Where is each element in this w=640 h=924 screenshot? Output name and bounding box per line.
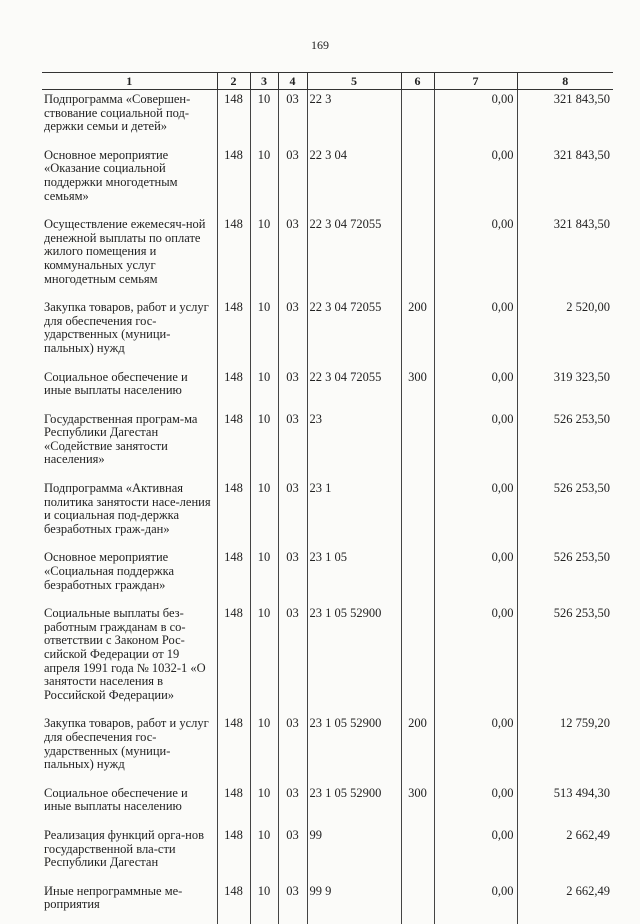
row-amount-col7-cell: 0,00 <box>434 882 517 924</box>
row-section-cell: 10 <box>250 298 278 367</box>
row-subsection-cell: 03 <box>278 479 307 548</box>
table-row <box>42 479 613 548</box>
row-expense-type-cell: 200 <box>401 298 434 367</box>
row-ministry-code-cell: 148 <box>217 298 250 367</box>
row-section-cell: 10 <box>250 368 278 410</box>
row-subsection-cell: 03 <box>278 215 307 298</box>
row-subsection-cell: 03 <box>278 410 307 479</box>
row-subsection-cell: 03 <box>278 146 307 215</box>
row-amount-col8-cell: 526 253,50 <box>517 410 613 479</box>
row-target-item-cell: 23 <box>307 410 401 479</box>
row-amount-col7-cell: 0,00 <box>434 215 517 298</box>
row-name-cell: Государственная програм-ма Республики Дагестан «Содействие занятости населения» <box>44 411 198 467</box>
table-row <box>42 604 613 714</box>
row-subsection-cell: 03 <box>278 368 307 410</box>
row-name-cell: Иные непрограммные ме-роприятия <box>44 883 183 912</box>
row-ministry-code-cell: 148 <box>217 368 250 410</box>
row-amount-col7-cell: 0,00 <box>434 146 517 215</box>
table-row <box>42 298 613 367</box>
row-expense-type-cell <box>401 826 434 882</box>
row-amount-col8-cell: 12 759,20 <box>517 714 613 783</box>
column-header: 2 <box>217 73 250 90</box>
row-target-item-cell: 23 1 05 <box>307 548 401 604</box>
row-amount-col7-cell: 0,00 <box>434 714 517 783</box>
row-subsection-cell: 03 <box>278 784 307 826</box>
row-expense-type-cell <box>401 146 434 215</box>
column-header: 1 <box>42 73 217 90</box>
row-section-cell: 10 <box>250 826 278 882</box>
row-ministry-code-cell: 148 <box>217 604 250 714</box>
row-name-cell: Реализация функций орга-нов государственной вла-сти Республики Дагестан <box>44 827 204 870</box>
row-name-cell: Социальное обеспечение и иные выплаты населению <box>44 369 188 398</box>
row-expense-type-cell <box>401 90 434 146</box>
row-expense-type-cell <box>401 882 434 924</box>
row-amount-col8-cell: 321 843,50 <box>517 90 613 146</box>
row-amount-col8-cell: 321 843,50 <box>517 146 613 215</box>
row-expense-type-cell: 300 <box>401 368 434 410</box>
header-row <box>42 73 613 90</box>
row-amount-col7-cell: 0,00 <box>434 784 517 826</box>
row-amount-col7-cell: 0,00 <box>434 826 517 882</box>
row-name-cell: Основное мероприятие «Социальная поддержка безработных граждан» <box>44 550 175 592</box>
column-header: 5 <box>307 73 401 90</box>
row-expense-type-cell <box>401 215 434 298</box>
row-amount-col7-cell: 0,00 <box>434 90 517 146</box>
row-section-cell: 10 <box>250 604 278 714</box>
row-expense-type-cell: 200 <box>401 714 434 783</box>
row-target-item-cell: 99 <box>307 826 401 882</box>
row-expense-type-cell <box>401 479 434 548</box>
row-subsection-cell: 03 <box>278 604 307 714</box>
row-ministry-code-cell: 148 <box>217 215 250 298</box>
row-name-cell: Социальные выплаты без-работным гражданам в со-ответствии с Законом Рос-сийской Федерации от 19 апреля 1991 года № 1032-1 «О занятости населения в Российской Федерации» <box>44 606 206 702</box>
table-row <box>42 146 613 215</box>
row-amount-col8-cell: 2 520,00 <box>517 298 613 367</box>
column-header: 4 <box>278 73 307 90</box>
row-section-cell: 10 <box>250 714 278 783</box>
row-amount-col8-cell: 526 253,50 <box>517 548 613 604</box>
row-target-item-cell: 23 1 <box>307 479 401 548</box>
table-row <box>42 714 613 783</box>
row-target-item-cell: 22 3 04 72055 <box>307 298 401 367</box>
table-row <box>42 368 613 410</box>
row-name-cell: Подпрограмма «Совершен-ствование социальной под-держки семьи и детей» <box>44 92 191 134</box>
row-target-item-cell: 22 3 04 72055 <box>307 368 401 410</box>
row-ministry-code-cell: 148 <box>217 90 250 146</box>
row-target-item-cell: 23 1 05 52900 <box>307 784 401 826</box>
row-ministry-code-cell: 148 <box>217 826 250 882</box>
row-section-cell: 10 <box>250 882 278 924</box>
row-amount-col8-cell: 526 253,50 <box>517 604 613 714</box>
table-row <box>42 784 613 826</box>
column-header: 8 <box>517 73 613 90</box>
row-ministry-code-cell: 148 <box>217 784 250 826</box>
row-target-item-cell: 22 3 <box>307 90 401 146</box>
row-subsection-cell: 03 <box>278 714 307 783</box>
row-expense-type-cell <box>401 604 434 714</box>
row-amount-col7-cell: 0,00 <box>434 410 517 479</box>
row-name-cell: Осуществление ежемесяч-ной денежной выплаты по оплате жилого помещения и коммунальных услуг многодетным семьям <box>44 217 206 286</box>
row-section-cell: 10 <box>250 146 278 215</box>
column-header: 7 <box>434 73 517 90</box>
table-header <box>42 73 613 90</box>
row-name-cell: Основное мероприятие «Оказание социальной поддержки многодетным семьям» <box>44 147 178 203</box>
row-ministry-code-cell: 148 <box>217 714 250 783</box>
row-target-item-cell: 23 1 05 52900 <box>307 714 401 783</box>
row-subsection-cell: 03 <box>278 548 307 604</box>
row-ministry-code-cell: 148 <box>217 410 250 479</box>
row-amount-col7-cell: 0,00 <box>434 368 517 410</box>
row-amount-col8-cell: 319 323,50 <box>517 368 613 410</box>
row-ministry-code-cell: 148 <box>217 479 250 548</box>
budget-table <box>42 72 613 924</box>
row-expense-type-cell <box>401 410 434 479</box>
table-row <box>42 882 613 924</box>
table-row <box>42 90 613 146</box>
row-target-item-cell: 22 3 04 72055 <box>307 215 401 298</box>
column-header: 6 <box>401 73 434 90</box>
row-amount-col7-cell: 0,00 <box>434 548 517 604</box>
row-amount-col7-cell: 0,00 <box>434 604 517 714</box>
row-name-cell: Закупка товаров, работ и услуг для обеспечения гос-ударственных (муници-пальных) нужд <box>44 716 209 772</box>
row-section-cell: 10 <box>250 410 278 479</box>
row-ministry-code-cell: 148 <box>217 548 250 604</box>
table-row <box>42 826 613 882</box>
row-section-cell: 10 <box>250 784 278 826</box>
row-section-cell: 10 <box>250 90 278 146</box>
row-name-cell: Социальное обеспечение и иные выплаты населению <box>44 785 188 814</box>
table-row <box>42 548 613 604</box>
row-ministry-code-cell: 148 <box>217 882 250 924</box>
column-header: 3 <box>250 73 278 90</box>
table-row <box>42 410 613 479</box>
row-subsection-cell: 03 <box>278 90 307 146</box>
row-subsection-cell: 03 <box>278 826 307 882</box>
table-row <box>42 215 613 298</box>
row-amount-col8-cell: 526 253,50 <box>517 479 613 548</box>
row-target-item-cell: 22 3 04 <box>307 146 401 215</box>
row-subsection-cell: 03 <box>278 298 307 367</box>
row-section-cell: 10 <box>250 479 278 548</box>
row-section-cell: 10 <box>250 215 278 298</box>
page-number: 169 <box>311 38 329 52</box>
row-name-cell: Закупка товаров, работ и услуг для обеспечения гос-ударственных (муници-пальных) нужд <box>44 300 209 355</box>
row-amount-col8-cell: 321 843,50 <box>517 215 613 298</box>
row-amount-col8-cell: 2 662,49 <box>517 826 613 882</box>
row-subsection-cell: 03 <box>278 882 307 924</box>
row-amount-col7-cell: 0,00 <box>434 479 517 548</box>
row-expense-type-cell: 300 <box>401 784 434 826</box>
row-expense-type-cell <box>401 548 434 604</box>
row-name-cell: Подпрограмма «Активная политика занятости насе-ления и социальная под-держка безработных граж-дан» <box>44 481 211 536</box>
row-amount-col7-cell: 0,00 <box>434 298 517 367</box>
row-target-item-cell: 99 9 <box>307 882 401 924</box>
row-amount-col8-cell: 2 662,49 <box>517 882 613 924</box>
table-body <box>42 90 613 924</box>
row-amount-col8-cell: 513 494,30 <box>517 784 613 826</box>
row-section-cell: 10 <box>250 548 278 604</box>
row-ministry-code-cell: 148 <box>217 146 250 215</box>
row-target-item-cell: 23 1 05 52900 <box>307 604 401 714</box>
